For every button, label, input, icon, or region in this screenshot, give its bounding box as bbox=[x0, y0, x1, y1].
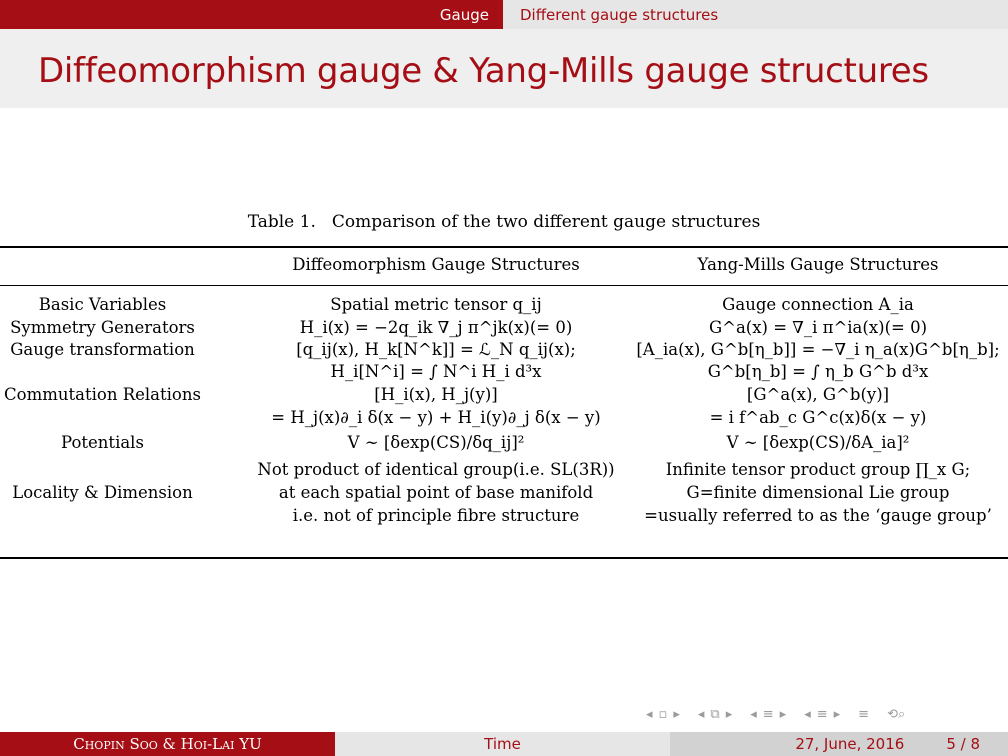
section-next-icon[interactable]: ▸ bbox=[779, 707, 787, 722]
cell-diffeomorphism: Spatial metric tensor q_ij bbox=[330, 295, 542, 314]
cell-yang-mills: G=finite dimensional Lie group bbox=[686, 483, 950, 502]
slide-title-bar bbox=[0, 29, 1008, 108]
table-top-rule bbox=[0, 246, 1008, 248]
cell-diffeomorphism: [H_i(x), H_j(y)] bbox=[374, 385, 498, 404]
cell-yang-mills: V ∼ [δexp(CS)/δA_ia]² bbox=[726, 433, 910, 452]
frame-prev-icon[interactable]: ◂ bbox=[646, 707, 653, 722]
appendix-prev-icon[interactable]: ◂ bbox=[804, 707, 811, 722]
beamer-navigation bbox=[646, 707, 905, 722]
section-prev-icon[interactable]: ◂ bbox=[750, 707, 757, 722]
cell-diffeomorphism: H_i(x) = −2q_ik ∇_j π^jk(x)(= 0) bbox=[299, 318, 573, 337]
appendix-icon[interactable]: ≡ bbox=[816, 707, 828, 722]
cell-diffeomorphism: [q_ij(x), H_k[N^k]] = ℒ_N q_ij(x); bbox=[296, 340, 576, 359]
subsection-prev-icon[interactable]: ◂ bbox=[697, 707, 705, 722]
appendix-next-icon[interactable]: ▸ bbox=[833, 707, 841, 722]
frame-next-icon[interactable]: ▸ bbox=[673, 707, 680, 722]
cell-diffeomorphism: = H_j(x)∂_i δ(x − y) + H_i(y)∂_j δ(x − y) bbox=[271, 408, 601, 427]
table-caption bbox=[0, 212, 1008, 232]
cell-yang-mills: Gauge connection A_ia bbox=[722, 295, 914, 314]
row-label: Potentials bbox=[61, 433, 144, 452]
row-label: Basic Variables bbox=[38, 295, 167, 314]
cell-yang-mills: Infinite tensor product group ∏_x G; bbox=[665, 460, 971, 479]
footer-short-title: Time bbox=[335, 732, 670, 756]
row-label: Symmetry Generators bbox=[10, 318, 195, 337]
slide-title: Diffeomorphism gauge & Yang-Mills gauge structures bbox=[38, 51, 929, 91]
cell-diffeomorphism: V ∼ [δexp(CS)/δq_ij]² bbox=[347, 433, 525, 452]
frame-icon[interactable]: ▫ bbox=[658, 707, 668, 722]
cell-yang-mills: G^b[η_b] = ∫ η_b G^b d³x bbox=[707, 362, 929, 381]
cell-yang-mills: [A_ia(x), G^b[η_b]] = −∇_i η_a(x)G^b[η_b]; bbox=[636, 340, 1000, 359]
table-caption-number: Table 1. bbox=[247, 212, 316, 232]
row-label: Commutation Relations bbox=[4, 385, 201, 404]
table-bottom-rule bbox=[0, 557, 1008, 559]
section-icon[interactable]: ≡ bbox=[762, 707, 774, 722]
cell-yang-mills: =usually referred to as the ‘gauge group’ bbox=[644, 506, 992, 525]
cell-yang-mills: G^a(x) = ∇_i π^ia(x)(= 0) bbox=[708, 318, 928, 337]
footer-authors: Chopin Soo & Hoi-Lai YU bbox=[0, 732, 335, 756]
cell-diffeomorphism: H_i[N^i] = ∫ N^i H_i d³x bbox=[330, 362, 542, 381]
nav-section-area bbox=[0, 0, 503, 29]
subsection-icon[interactable]: ⧉ bbox=[710, 707, 720, 722]
nav-section-link[interactable]: Gauge bbox=[439, 5, 489, 24]
search-icon[interactable]: ⟲⌕ bbox=[887, 707, 906, 722]
footer-date-page bbox=[670, 732, 1008, 756]
cell-yang-mills: [G^a(x), G^b(y)] bbox=[746, 385, 890, 404]
column-header-yang-mills: Yang-Mills Gauge Structures bbox=[697, 255, 939, 274]
nav-subsection-link[interactable]: Different gauge structures bbox=[520, 5, 719, 24]
column-header-diffeomorphism: Diffeomorphism Gauge Structures bbox=[292, 255, 580, 274]
row-label: Gauge transformation bbox=[10, 340, 195, 359]
table-header-rule bbox=[0, 285, 1008, 286]
footer-date: 27, June, 2016 bbox=[795, 735, 905, 753]
cell-diffeomorphism: Not product of identical group(i.e. SL(3R)) bbox=[257, 460, 615, 479]
cell-diffeomorphism: at each spatial point of base manifold bbox=[278, 483, 594, 502]
cell-yang-mills: = i f^ab_c G^c(x)δ(x − y) bbox=[709, 408, 927, 427]
footer-page-number: 5 / 8 bbox=[946, 735, 980, 753]
cell-diffeomorphism: i.e. not of principle fibre structure bbox=[292, 506, 580, 525]
table-caption-text: Comparison of the two different gauge structures bbox=[331, 212, 761, 232]
row-label: Locality & Dimension bbox=[12, 483, 193, 502]
top-navigation-bar bbox=[0, 0, 1008, 29]
footer-bar bbox=[0, 732, 1008, 756]
document-icon[interactable]: ≡ bbox=[858, 707, 870, 722]
nav-subsection-area bbox=[503, 0, 1008, 29]
subsection-next-icon[interactable]: ▸ bbox=[725, 707, 733, 722]
